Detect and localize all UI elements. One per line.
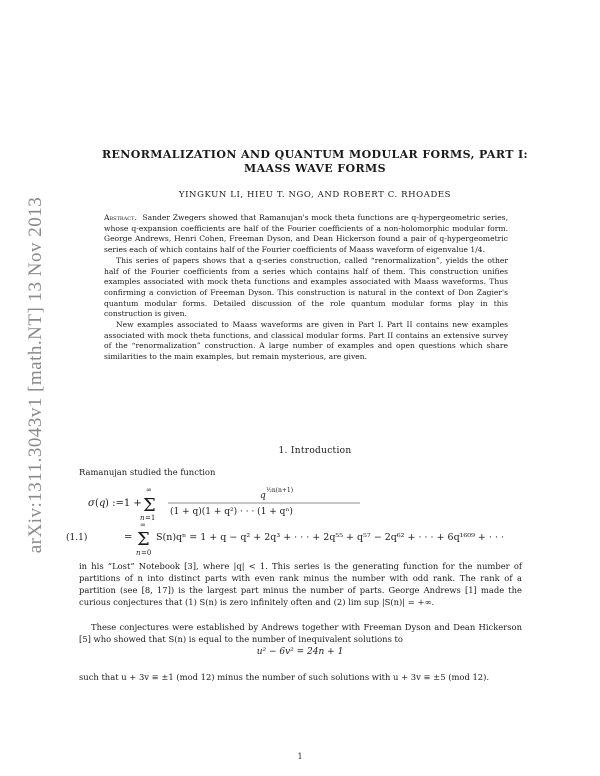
equation-number: (1.1) [66, 533, 88, 543]
section-heading: 1. Introduction [278, 446, 352, 456]
paragraph-1: in his “Lost” Notebook [3], where |q| < 1. This series is the generating function for the number of partitions of n into distinct parts with even rank minus the number with odd rank. The rank of a partition (see [8, 17]) is the largest part minus the number of parts. George Andrews [1] made the curious conjectures that (1) S(n) is zero infinitely often and (2) lim sup |S(n)| = +∞. [79, 561, 522, 607]
svg-text:∞: ∞ [146, 486, 152, 494]
paragraph-2: These conjectures were established by Andrews together with Freeman Dyson and Dean Hickerson [5] who showed that S(n) is equal to the number of inequivalent solutions to [79, 622, 522, 644]
abstract-paragraph-2: This series of papers shows that a q-series construction, called “renormalization”, yields the other half of the Fourier coefficients from a series which contains half of them. This construction unifies examples associated with mock theta functions and examples associated with Maass waveforms. Thus confirming a conviction of Freeman Dyson. This construction is natural in the context of Don Zagier's quantum modular forms. Detailed discussion of the role quantum modular forms play in this construction is given. [104, 255, 508, 319]
title-line-1: RENORMALIZATION AND QUANTUM MODULAR FORMS, PART I: [101, 148, 529, 161]
svg-text:n: n [136, 549, 141, 557]
svg-text:q: q [99, 498, 106, 509]
svg-text:σ: σ [88, 498, 95, 509]
svg-text:Σ: Σ [143, 495, 156, 516]
equation-1-1 [60, 478, 530, 558]
abstract-paragraph-1: Sander Zwegers showed that Ramanujan's mock theta functions are q-hypergeometric series, whose q-expansion coefficients are half of the Fourier coefficients of a non-holomorphic modular form. George Andrews, Henri Cohen, Freeman Dyson, and Dean Hickerson found a pair of q-hypergeometric series each of which contains half of the Fourier coefficients of Maass waveform of eigenvalue 1/4. [104, 213, 508, 255]
equation-2: u² − 6v² = 24n + 1 [256, 647, 344, 657]
svg-text:q: q [260, 491, 266, 501]
svg-text:(1 + q)(1 + q²) · · · (1 + qⁿ): (1 + q)(1 + q²) · · · (1 + qⁿ) [170, 507, 293, 517]
paragraph-3: such that u + 3v ≡ ±1 (mod 12) minus the number of such solutions with u + 3v ≡ ±5 (mod 12). [79, 672, 490, 682]
authors: YINGKUN LI, HIEU T. NGO, AND ROBERT C. RHOADES [178, 190, 452, 200]
title-line-2: MAASS WAVE FORMS [244, 162, 386, 175]
svg-text:½n(n+1): ½n(n+1) [266, 487, 294, 494]
svg-text:∞: ∞ [140, 521, 146, 529]
paper-title [80, 148, 550, 176]
page-number: 1 [297, 752, 303, 761]
svg-text:(: ( [95, 498, 99, 509]
svg-text:Σ: Σ [137, 529, 150, 550]
svg-text:n: n [140, 514, 145, 522]
svg-text:) :=1 +: ) :=1 + [105, 498, 142, 509]
svg-text:=1: =1 [145, 514, 156, 522]
svg-text:=0: =0 [141, 549, 152, 557]
abstract-heading: Abstract. [104, 213, 137, 222]
abstract [104, 213, 508, 363]
arxiv-identifier: arXiv:1311.3043v1 [math.NT] 13 Nov 2013 [25, 196, 46, 554]
svg-text:S(n)qⁿ = 1 + q − q² + 2q³ + ·: S(n)qⁿ = 1 + q − q² + 2q³ + · · · + 2q⁵⁵ + q⁵⁷ − 2q⁶² + · · · + 6q¹⁶⁰⁹ + · · · [156, 532, 505, 543]
svg-text:=: = [124, 532, 133, 543]
abstract-paragraph-3: New examples associated to Maass waveforms are given in Part I. Part II contains new examples associated with mock theta functions, and classical modular forms. Part II contains an extensive survey of the “renormalization” construction. A large number of examples and open questions which share similarities to the main examples, but remain mysterious, are given. [104, 320, 508, 362]
intro-line: Ramanujan studied the function [79, 467, 216, 477]
